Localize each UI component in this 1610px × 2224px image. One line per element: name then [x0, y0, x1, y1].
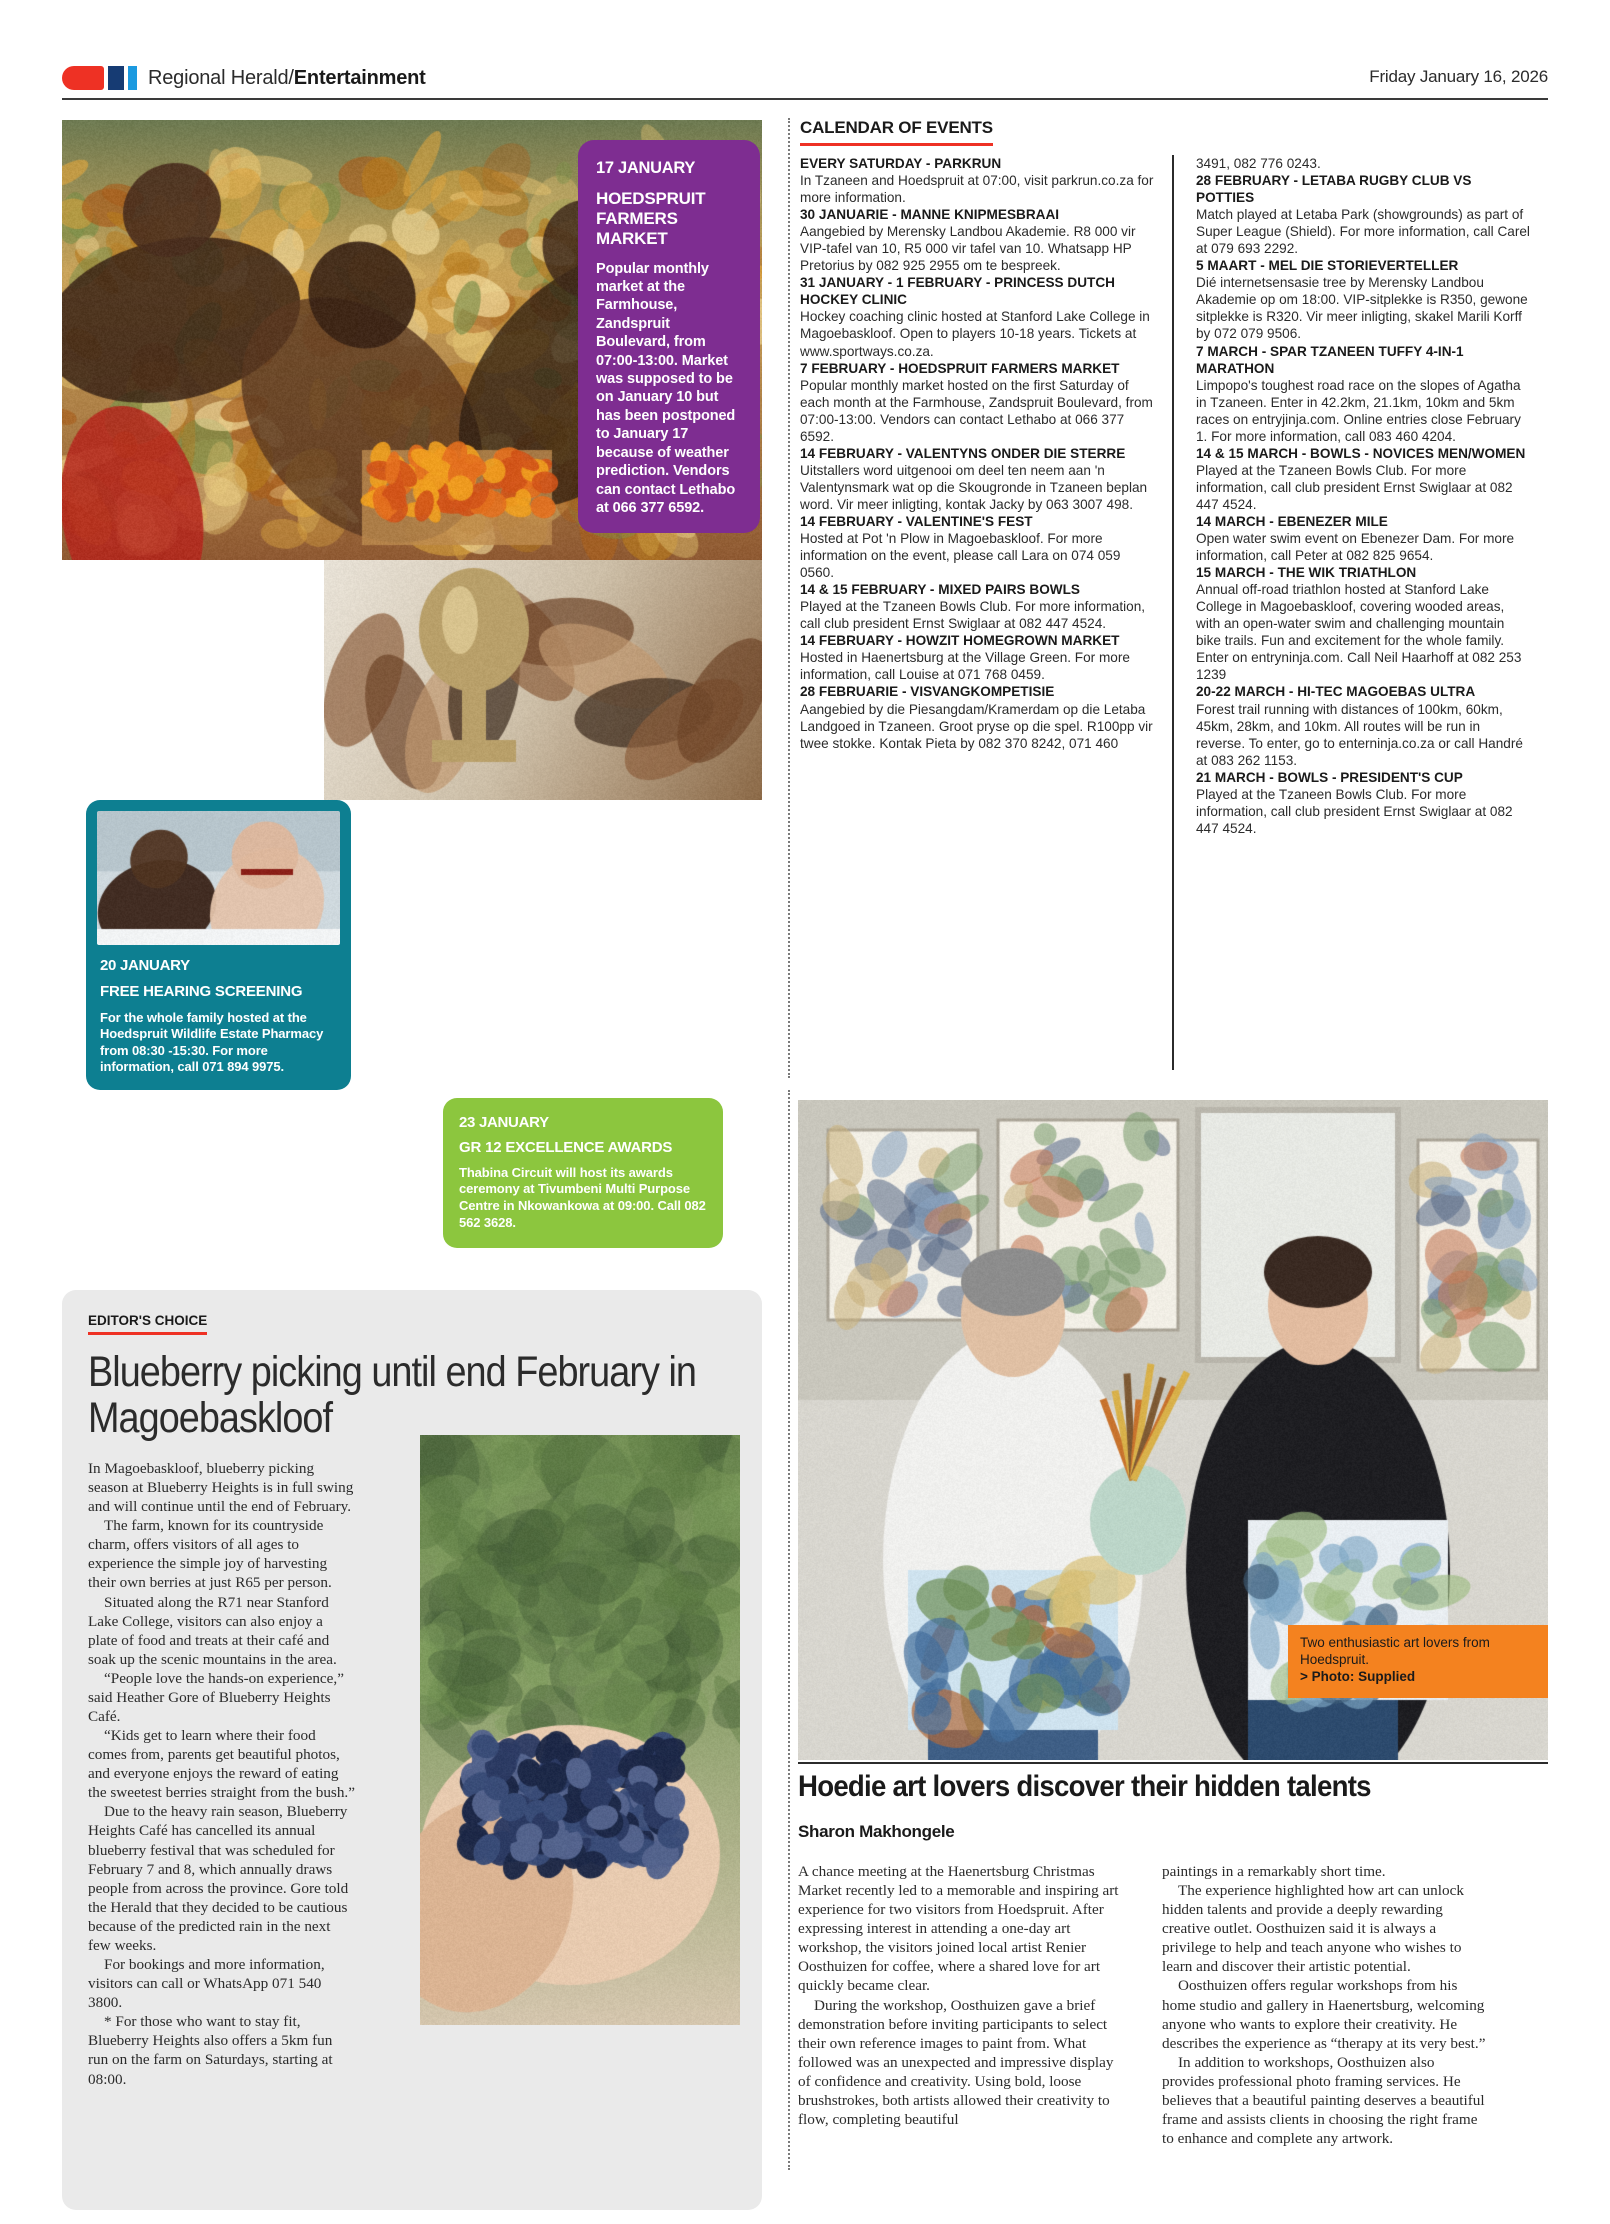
calendar-entry: [800, 206, 1158, 274]
event-card-hoedspruit-farmers-market[interactable]: [578, 140, 760, 533]
editors-choice-panel: [62, 1290, 762, 2210]
art-article-column-1: [798, 1862, 1126, 2148]
calendar-entry-body: 3491, 082 776 0243.: [1196, 156, 1321, 171]
calendar-entry-title: EVERY SATURDAY - PARKRUN: [800, 156, 1002, 171]
editors-choice-photo-blueberries: [420, 1435, 740, 2025]
calendar-entry-title: 5 MAART - MEL DIE STORIEVERTELLER: [1196, 258, 1459, 274]
art-article-columns: [798, 1862, 1550, 2148]
calendar-entry: [1196, 683, 1530, 768]
calendar-entry-title: 15 MARCH - THE WIK TRIATHLON: [1196, 565, 1417, 581]
calendar-entry-body: Hosted at Pot 'n Plow in Magoebaskloof. For more information on the event, please call Lara on 074 059 0560.: [800, 531, 1121, 581]
calendar-entry: [800, 360, 1158, 445]
event-card-date: 17 JANUARY: [596, 159, 696, 177]
editors-choice-paragraph: In Magoebaskloof, blueberry picking season at Blueberry Heights is in full swing and will continue until the end of February.: [88, 1460, 354, 1516]
art-article-headline: Hoedie art lovers discover their hidden talents: [798, 1770, 1371, 1803]
event-card-date: 20 JANUARY: [100, 957, 190, 974]
event-card-body: For the whole family hosted at the Hoedspruit Wildlife Estate Pharmacy from 08:30 -15:30. For more information, call 071 894 9975.: [100, 1009, 324, 1075]
editors-choice-paragraph: “People love the hands-on experience,” said Heather Gore of Blueberry Heights Café.: [88, 1669, 344, 1726]
art-article-caption: [1288, 1625, 1548, 1698]
masthead-brand: Regional Herald: [148, 66, 289, 89]
art-article-paragraph: The experience highlighted how art can unlock hidden talents and provide a deeply rewarding creative outlet. Oosthuizen said it is always a privilege to help and teach anyone who wishes to learn and discover their artistic potential.: [1162, 1882, 1464, 1976]
calendar-entry: [800, 445, 1158, 513]
calendar-entry: [800, 274, 1158, 359]
calendar-columns: [800, 155, 1548, 1070]
masthead-date: Friday January 16, 2026: [1369, 67, 1548, 86]
editors-choice-paragraph: * For those who want to stay fit, Blueberry Heights also offers a 5km fun run on the farm on Saturdays, starting at 08:00.: [88, 2013, 333, 2088]
calendar-entry: [1196, 445, 1530, 513]
calendar-column-2: [1172, 155, 1530, 1070]
calendar-entry: [1196, 564, 1530, 683]
column-divider-bottom: [788, 1090, 790, 2170]
calendar-entry-body: Limpopo's toughest road race on the slopes of Agatha in Tzaneen. Enter in 42.2km, 21.1km, 10km and 5km races on entryjinja.com. Online entries close February 1. For more information, call 083 460 4204.: [1196, 377, 1521, 444]
event-card-gr12-excellence-awards[interactable]: [443, 1098, 723, 1248]
art-article-column-2: [1162, 1862, 1490, 2148]
art-article-paragraph: In addition to workshops, Oosthuizen also provides professional photo framing services. He believes that a beautiful painting deserves a beautiful frame and assists clients in choosing the right frame to enhance and complete any artwork.: [1162, 2053, 1485, 2148]
calendar-column-1: [800, 155, 1158, 1070]
calendar-entry-body: Open water swim event on Ebenezer Dam. For more information, call Peter at 082 825 9654.: [1196, 531, 1515, 564]
calendar-entry-title: 14 FEBRUARY - HOWZIT HOMEGROWN MARKET: [800, 633, 1120, 649]
calendar-entry-body: Match played at Letaba Park (showgrounds) as part of Super League (Shield). For more information, call Carel at 079 693 2292.: [1196, 207, 1530, 257]
event-card-date: 23 JANUARY: [459, 1114, 549, 1131]
calendar-entry: [800, 155, 1158, 206]
calendar-entry: [800, 513, 1158, 581]
column-divider-top: [788, 118, 790, 1078]
calendar-entry-body: Uitstallers word uitgenooi om deel ten neem aan 'n Valentynsmark wat op die Skougronde in Tzaneen beplan word. Vir meer inligting, kontak Jacky by 063 3007 498.: [800, 462, 1148, 512]
calendar-entry-title: 14 FEBRUARY - VALENTYNS ONDER DIE STERRE: [800, 445, 1126, 461]
calendar-entry-title: 28 FEBRUARY - LETABA RUGBY CLUB VS POTTIES: [1196, 173, 1472, 206]
logo-blue-block-icon: [128, 66, 137, 90]
editors-choice-paragraph: Situated along the R71 near Stanford Lake College, visitors can also enjoy a plate of food and treats at their café and soak up the scenic mountains in the area.: [88, 1593, 337, 1668]
calendar-entry: [1196, 257, 1530, 342]
calendar-entry: [1196, 155, 1530, 172]
event-card-body: Thabina Circuit will host its awards ceremony at Tivumbeni Multi Purpose Centre in Nkowankowa at 09:00. Call 082 562 3628.: [459, 1164, 706, 1231]
art-caption-text: Two enthusiastic art lovers from Hoedspruit.: [1300, 1635, 1490, 1667]
calendar-entry-body: Aangebied by Merensky Landbou Akademie. R8 000 vir VIP-tafel van 10, R5 000 vir tafel van 10. Whatsapp HP Pretorius by 082 925 2955 om te bespreek.: [800, 224, 1136, 274]
masthead-section: Entertainment: [293, 66, 426, 89]
calendar-entry: [800, 581, 1158, 632]
editors-choice-paragraph: “Kids get to learn where their food comes from, parents get beautiful photos, and everyone enjoys the reward of eating the sweetest berries straight from the bush.”: [88, 1727, 355, 1802]
editors-choice-label: EDITOR'S CHOICE: [88, 1313, 207, 1335]
calendar-entry: [1196, 513, 1530, 564]
event-card-title: FREE HEARING SCREENING: [100, 983, 303, 1000]
calendar-entry-title: 28 FEBRUARIE - VISVANGKOMPETISIE: [800, 684, 1055, 700]
calendar-entry-body: Dié internetsensasie tree by Merensky Landbou Akademie op om 18:00. VIP-sitplekke is R350, gewone sitplekke is R320. Vir meer inligting, skakel Marili Korff by 072 079 9506.: [1196, 275, 1528, 342]
logo-navy-block-icon: [108, 66, 124, 90]
art-article-paragraph: A chance meeting at the Haenertsburg Christmas Market recently led to a memorable and inspiring art experience for two visitors from Hoedspruit. After expressing interest in attending a one-day art workshop, the visitors joined local artist Renier Oosthuizen for coffee, where a shared love for art quickly became clear.: [798, 1863, 1119, 1995]
calendar-entry-title: 14 MARCH - EBENEZER MILE: [1196, 513, 1388, 529]
calendar-entry-body: Played at the Tzaneen Bowls Club. For more information, call club president Ernst Swiglaar at 082 447 4524.: [1196, 786, 1513, 836]
calendar-entry: [800, 683, 1158, 751]
calendar-entry: [800, 632, 1158, 683]
calendar-entry-title: 30 JANUARIE - MANNE KNIPMESBRAAI: [800, 207, 1060, 223]
herald-logo-icon: [62, 66, 137, 90]
event-card-body: Popular monthly market at the Farmhouse, Zandspruit Boulevard, from 07:00-13:00. Market was supposed to be on January 10 but has been postponed to January 17 because of weather prediction. Vendors can contact Lethabo at 066 377 6592.: [596, 260, 736, 516]
art-article-byline: Sharon Makhongele: [798, 1822, 955, 1841]
calendar-of-events: [800, 118, 1548, 1078]
editors-choice-body: [88, 1459, 356, 2089]
editors-choice-paragraph: The farm, known for its countryside charm, offers visitors of all ages to experience the simple joy of harvesting their own berries at just R65 per person.: [88, 1517, 332, 1592]
art-article-paragraph: Oosthuizen offers regular workshops from his home studio and gallery in Haenertsburg, welcoming anyone who wants to explore their creativity. He describes the experience as “therapy at its very best.”: [1162, 1977, 1486, 2052]
calendar-entry-title: 31 JANUARY - 1 FEBRUARY - PRINCESS DUTCH HOCKEY CLINIC: [800, 275, 1115, 308]
calendar-heading: CALENDAR OF EVENTS: [800, 118, 993, 146]
masthead-title: [148, 67, 426, 90]
calendar-entry-title: 7 FEBRUARY - HOEDSPRUIT FARMERS MARKET: [800, 360, 1120, 376]
calendar-entry-title: 20-22 MARCH - HI-TEC MAGOEBAS ULTRA: [1196, 684, 1476, 700]
calendar-entry-body: Popular monthly market hosted on the first Saturday of each month at the Farmhouse, Zandspruit Boulevard, from 07:00-13:00. Vendors can contact Lethabo at 066 377 6592.: [800, 377, 1153, 444]
editors-choice-headline: Blueberry picking until end February in Magoebaskloof: [88, 1348, 696, 1442]
calendar-entry-title: 14 FEBRUARY - VALENTINE'S FEST: [800, 513, 1033, 529]
collage-photo-hands-trophy: [324, 560, 762, 800]
logo-red-block-icon: [62, 66, 104, 90]
calendar-entry-body: In Tzaneen and Hoedspruit at 07:00, visit parkrun.co.za for more information.: [800, 173, 1154, 206]
calendar-entry-title: 7 MARCH - SPAR TZANEEN TUFFY 4-IN-1 MARATHON: [1196, 343, 1464, 376]
calendar-entry-title: 14 & 15 MARCH - BOWLS - NOVICES MEN/WOMEN: [1196, 445, 1526, 461]
calendar-entry-body: Annual off-road triathlon hosted at Stanford Lake College in Magoebaskloof, covering wooded areas, with an open-water swim and challenging mountain bike trails. Fun and excitement for the whole family. Enter on entryninja.com. Call Neil Haarhoff at 082 253 1239: [1196, 582, 1522, 683]
calendar-entry-body: Forest trail running with distances of 100km, 60km, 45km, 28km, and 10km. All routes will be run in reverse. To enter, go to enterninja.co.za or call Handré at 083 262 1153.: [1196, 701, 1523, 768]
event-card-free-hearing-screening[interactable]: [86, 800, 351, 1090]
art-article-paragraph: During the workshop, Oosthuizen gave a brief demonstration before inviting participants to select their own reference images to paint from. What followed was an unexpected and impressive display of confidence and creativity. Using bold, loose brushstrokes, both artists allowed their creativity to flow, completing beautiful: [798, 1996, 1114, 2129]
calendar-entry: [1196, 769, 1530, 837]
calendar-entry-body: Played at the Tzaneen Bowls Club. For more information, call club president Ernst Swiglaar at 082 447 4524.: [1196, 462, 1513, 512]
calendar-entry: [1196, 172, 1530, 257]
calendar-entry: [1196, 343, 1530, 445]
art-caption-credit: > Photo: Supplied: [1300, 1668, 1416, 1684]
editors-choice-paragraph: Due to the heavy rain season, Blueberry Heights Café has cancelled its annual blueberry festival that was scheduled for February 7 and 8, which annually draws people from across the province. Gore told the Herald that they decided to be cautious because of the predicted rain in the next few weeks.: [88, 1803, 349, 1954]
masthead-separator: /: [288, 66, 294, 89]
event-card-title: HOEDSPRUIT FARMERS MARKET: [596, 189, 706, 248]
calendar-entry-body: Aangebied by die Piesangdam/Kramerdam op die Letaba Landgoed in Tzaneen. Groot pryse op die spel. R100pp vir twee stokke. Kontak Pieta by 082 370 8242, 071 460: [800, 701, 1153, 751]
editors-choice-paragraph: For bookings and more information, visitors can call or WhatsApp 071 540 3800.: [88, 1956, 325, 2012]
calendar-entry-body: Played at the Tzaneen Bowls Club. For more information, call club president Ernst Swiglaar at 082 447 4524.: [800, 599, 1146, 632]
article-top-rule: [798, 1762, 1548, 1764]
event-card-title: GR 12 EXCELLENCE AWARDS: [459, 1139, 673, 1156]
calendar-entry-body: Hockey coaching clinic hosted at Stanford Lake College in Magoebaskloof. Open to players 10-18 years. Tickets at www.sportways.co.za.: [800, 309, 1150, 359]
masthead: [62, 58, 1548, 100]
calendar-entry-title: 14 & 15 FEBRUARY - MIXED PAIRS BOWLS: [800, 582, 1080, 598]
masthead-brand-group: [62, 63, 426, 93]
calendar-entry-body: Hosted in Haenertsburg at the Village Green. For more information, call Louise at 071 768 0459.: [800, 650, 1130, 683]
event-card-thumbnail-hearing: [97, 811, 340, 945]
art-article-paragraph: paintings in a remarkably short time.: [1162, 1863, 1386, 1880]
calendar-entry-title: 21 MARCH - BOWLS - PRESIDENT'S CUP: [1196, 769, 1463, 785]
